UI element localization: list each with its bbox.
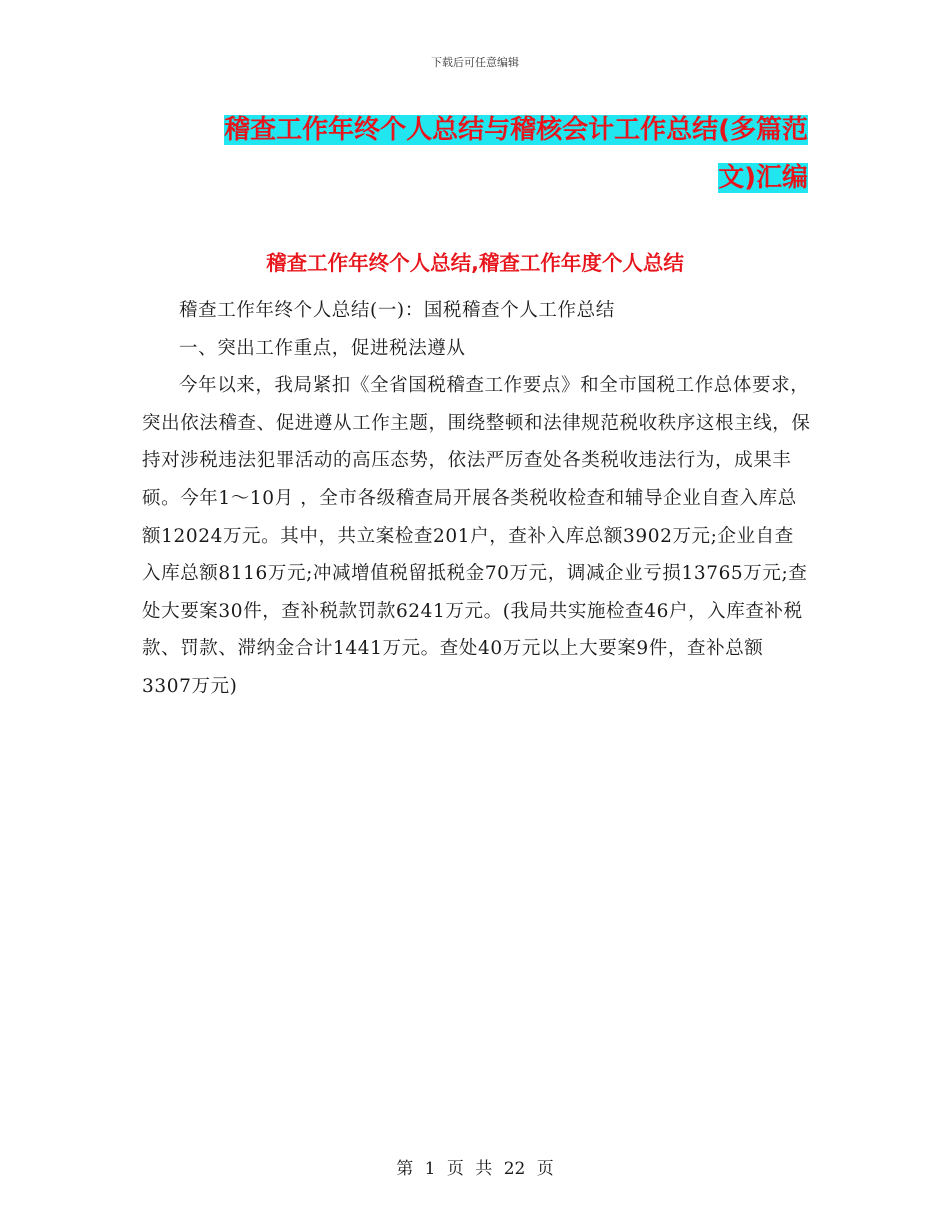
document-title-line-1: 稽查工作年终个人总结与稽核会计工作总结(多篇范 xyxy=(224,115,808,145)
paragraph-heading: 一、突出工作重点，促进税法遵从 xyxy=(179,337,466,359)
paragraph-main: 今年以来，我局紧扣《全省国税稽查工作要点》和全市国税工作总体要求，突出依法稽查、促进遵从工作主题，围绕整顿和法律规范税收秩序这根主线，保持对涉税违法犯罪活动的高压态势，依法严厉查处各类税收违法行为，成果丰硕。今年1～10月 ，全市各级稽查局开展各类税收检查和辅导企业自查入库总额12024万元。其中，共立案检查201户，查补入库总额3902万元;企业自查入库总额8116万元;冲减增值税留抵税金70万元，调减企业亏损13765万元;查处大要案30件，查补税款罚款6241万元。(我局共实施检查46户，入库查补税款、罚款、滞纳金合计1441万元。查处40万元以上大要案9件，查补总额3307万元) xyxy=(142,375,811,697)
page-number: 第 1 页 共 22 页 xyxy=(396,1159,554,1179)
document-title xyxy=(198,106,808,202)
page-header-note: 下载后可任意编辑 xyxy=(431,56,519,69)
paragraph-subtitle: 稽查工作年终个人总结(一)：国税稽查个人工作总结 xyxy=(179,300,615,321)
section-title: 稽查工作年终个人总结,稽查工作年度个人总结 xyxy=(266,251,684,275)
document-body xyxy=(142,292,812,706)
document-title-line-2: 文)汇编 xyxy=(718,163,808,193)
